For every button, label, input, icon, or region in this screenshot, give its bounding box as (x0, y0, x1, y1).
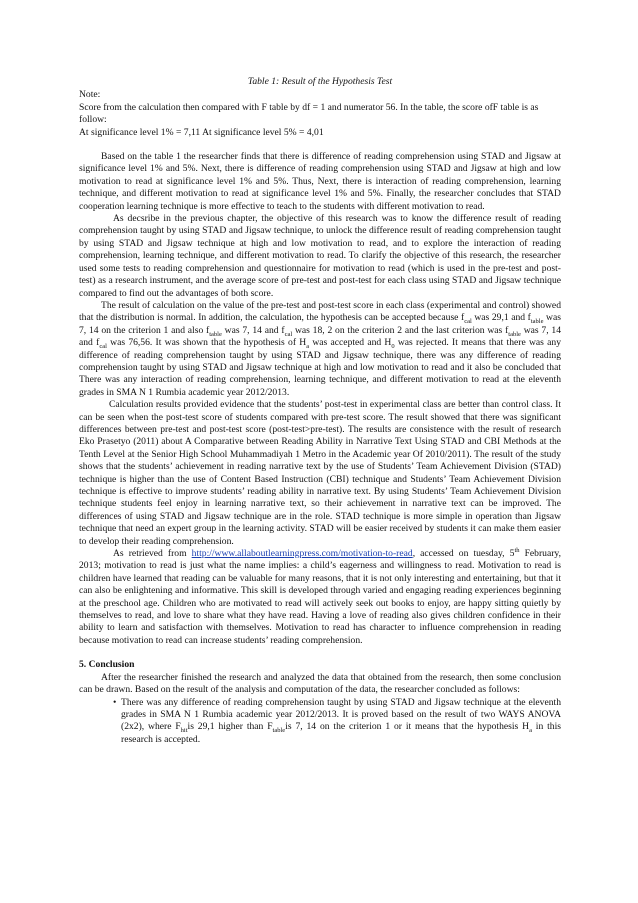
paragraph-hypothesis-findings: Based on the table 1 the researcher finds that there is difference of reading comprehension using STAD and Jigsaw at significance level 1% and 5%. Next, there is difference of reading comprehension using STAD and Jigsaw at high and low motivation to read at significance level 1% and 5%. Thus, Next, there is interaction of reading comprehension, learning technique, and different motivation to read at significance level 1% and 5%. Finally, the researcher concludes that STAD cooperation learning technique is more effective to teach to the students with different motivation to read. (79, 151, 561, 212)
bullet-icon: • (113, 696, 117, 708)
note-line-1: Score from the calculation then compared with F table by df = 1 and numerator 56. In the table, the score ofF table is as follow: (79, 101, 539, 126)
paragraph-motivation-to-read: As retrieved from http://www.allaboutlearningpress.com/motivation-to-read, accessed on tuesday, 5th February, 2013; motivation to read is just what the name implies: a child’s eagerness and willingness to read. Motivation to read is children have learned that reading can be valuable for many reasons, that it is not only interesting and entertaining, but that it can also be enlightening and informative. This skill is developed through varied and engaging reading experiences beginning at the preschool age. Children who are motivated to read will actively seek out books to enjoy, are happy sitting quietly by themselves to read, and love to share what they have read. Having a love of reading also gives children confidence in their ability to learn and satisfaction with themselves. Motivation to read has character to influence comprehension in reading because motivation to read can increase students’ reading comprehension. (79, 546, 561, 646)
paragraph-conclusion-intro: After the researcher finished the research and analyzed the data that obtained from the research, then some conclusion can be drawn. Based on the result of the analysis and computation of the data, the researcher concluded as follows: (79, 671, 561, 696)
conclusion-list (79, 697, 561, 747)
note-label: Note: (79, 89, 101, 101)
paragraph-research-objective: As decsribe in the previous chapter, the objective of this research was to know the difference result of reading comprehension taught by using STAD and Jigsaw technique, to unlock the difference result of reading comprehension taught by using STAD and Jigsaw technique at high and low motivation to read, and to explore the interaction of reading comprehension, learning technique, and different motivation to read. To clarify the objective of this research, the researcher used some tests to reading comprehension and questionnaire for motivation to read (which is used in the pre-test and post-test) as a research instrument, and the average score of pre-test and post-test for each class using STAD and Jigsaw technique compared to find out the advantages of both score. (79, 213, 561, 299)
note-line-2: At significance level 1% = 7,11 At significance level 5% = 4,01 (79, 126, 324, 138)
document-page (79, 76, 561, 746)
table-note (79, 89, 561, 139)
paragraph-calculation-result: The result of calculation on the value of the pre-test and post-test score in each class (experimental and control) showed that the distribution is normal. In addition, the calculation, the hypothesis can be accepted because $f_{cal}$ was 29,1 and $f_{table}$ was 7, 14 on the criterion 1 and also $f_{table}$ was 7, 14 and $f_{cal}$ was 18, 2 on the criterion 2 and the last criterion was $f_{table}$ was 7, 14 and $f_{cal}$ was 76,56. It was shown that the hypothesis of $H_a$ was accepted and $H_0$ was rejected. It means that there was any difference of reading comprehension taught by using STAD and Jigsaw technique, there was any difference of reading comprehension taught by using STAD and Jigsaw technique at high and low motivation to read and it also be concluded that There was any interaction of reading comprehension, learning technique, and different motivation to read at the eleventh grades in SMA N 1 Rumbia academic year 2012/2013. (79, 299, 562, 398)
paragraph-post-test-evidence: Calculation results provided evidence that the students’ post-test in experimental class are better than control class. It can be seen when the post-test score of students compared with pre-test score. The result showed that there was significant differences between pre-test and post-test score (post-test>pre-test). The results are consistence with the result of research Eko Prasetyo (2011) about A Comparative between Reading Ability in Narrative Text Using STAD and CBI Methods at the Tenth Level at the Senior High School Muhammadiyah 1 Metro in the Academic year Of 2010/2011). The result of the study shows that the students’ achievement in reading narrative text by the use of Students’ Team Achievement Division (STAD) technique is higher than the use of Content Based Instruction (CBI) technique and Students’ Team Achievement Division technique is effective to improve students’ reading ability in narrative text. By using Students’ Team Achievement Division technique students feel enjoy in learning narrative text, so their achievement in narrative text can be improved. The differences of using STAD and Jigsaw technique are in the role. STAD technique is more simple in operation than Jigsaw technique that need an expert group in the learning activity. STAD will be easier received by students it can make them easier to develop their reading comprehension. (79, 399, 561, 547)
list-item: • There was any difference of reading comprehension taught by using STAD and Jigsaw technique at the eleventh grades in SMA N 1 Rumbia academic year 2012/2013. It is proved based on the result of two WAYS ANOVA (2x2), where $F_{hit}is$ 29,1 higher than $F_{table}is$ 7, 14 on the criterion 1 or it means that the hypothesis $H_a$ in this research is accepted. (113, 696, 561, 745)
spacer (79, 139, 561, 151)
table-caption: Table 1: Result of the Hypothesis Test (247, 76, 393, 87)
section-heading-conclusion: 5. Conclusion (79, 659, 135, 671)
motivation-source-link[interactable]: http://www.allaboutlearningpress.com/motivation-to-read (191, 548, 413, 560)
